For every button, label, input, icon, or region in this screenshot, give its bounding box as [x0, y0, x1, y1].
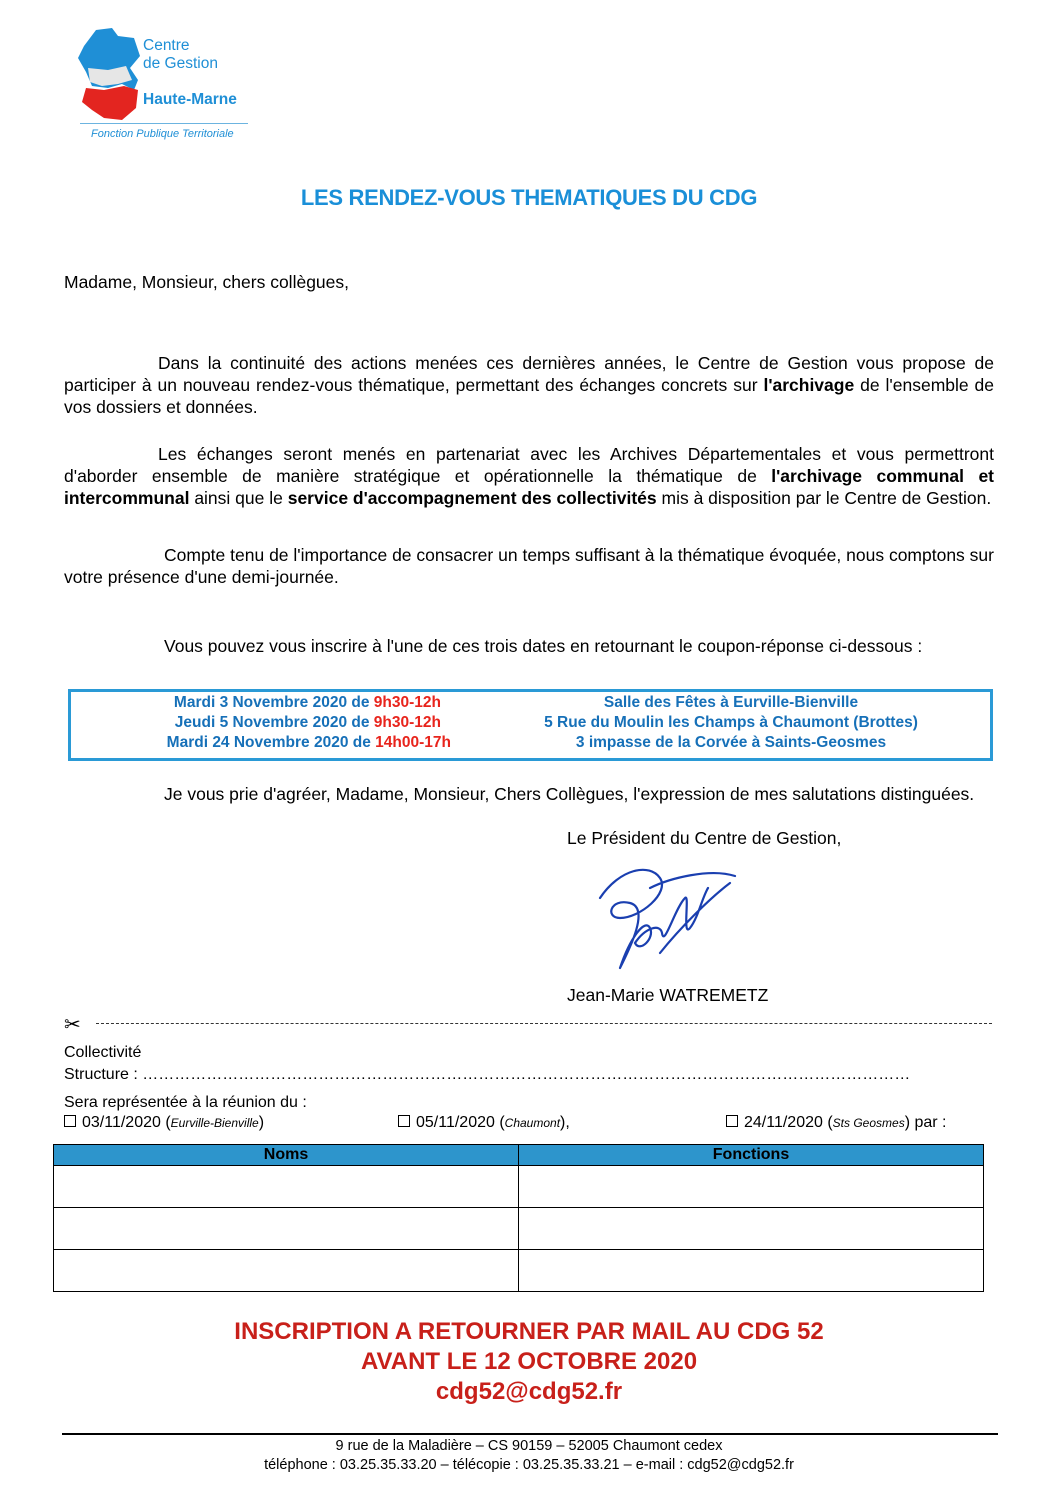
page-title: LES RENDEZ-VOUS THEMATIQUES DU CDG — [300, 185, 758, 210]
col-header-names: Noms — [54, 1145, 519, 1166]
cut-line — [96, 1023, 992, 1024]
dates-box — [68, 689, 993, 761]
date-3: Mardi 24 Novembre 2020 de 14h00-17h — [166, 734, 451, 751]
option-eurville[interactable]: 03/11/2020 (Eurville-Bienville) — [64, 1114, 264, 1132]
collectivite-label: Collectivité — [64, 1044, 142, 1061]
name-cell[interactable] — [54, 1250, 519, 1292]
footer-contact: téléphone : 03.25.35.33.20 – télécopie : 03.25.35.33.21 – e-mail : cdg52@cdg52.fr — [264, 1457, 794, 1473]
function-cell[interactable] — [519, 1208, 984, 1250]
table-row — [54, 1166, 984, 1208]
salutation: Madame, Monsieur, chers collègues, — [64, 272, 349, 292]
paragraph-register: Vous pouvez vous inscrire à l'une de ces trois dates en retournant le coupon-réponse ci-dessous : — [164, 636, 923, 656]
structure-field[interactable]: Structure : ……………………………………………………………………………………………………………………………… — [64, 1066, 911, 1083]
logo-text-haute-marne: Haute-Marne — [143, 91, 237, 108]
signer-name: Jean-Marie WATREMETZ — [567, 985, 769, 1005]
name-cell[interactable] — [54, 1208, 519, 1250]
logo-text-fpt: Fonction Publique Territoriale — [91, 128, 234, 140]
date-2: Jeudi 5 Novembre 2020 de 9h30-12h — [174, 714, 441, 731]
checkbox-eurville[interactable] — [64, 1115, 76, 1127]
scissors-icon: ✂ — [64, 1014, 81, 1036]
represented-label: Sera représentée à la réunion du : — [64, 1094, 307, 1111]
inscription-line1: INSCRIPTION A RETOURNER PAR MAIL AU CDG 52 — [234, 1318, 824, 1345]
signer-role: Le Président du Centre de Gestion, — [567, 828, 842, 848]
paragraph-intro: Dans la continuité des actions menées ces dernières années, le Centre de Gestion vous propose de participer à un nouveau rendez-vous thématique, permettant des échanges concrets sur l'archivage de l'ensemble de vos dossiers et données. — [64, 353, 995, 417]
option-saints-geosmes[interactable]: 24/11/2020 (Sts Geosmes) par : — [726, 1114, 947, 1132]
paragraph-duration: Compte tenu de l'importance de consacrer un temps suffisant à la thématique évoquée, nous comptons sur votre présence d'une demi-journée. — [64, 545, 994, 587]
closing-formula: Je vous prie d'agréer, Madame, Monsieur, Chers Collègues, l'expression de mes salutations distinguées. — [164, 784, 975, 804]
function-cell[interactable] — [519, 1166, 984, 1208]
date-1: Mardi 3 Novembre 2020 de 9h30-12h — [173, 694, 441, 711]
footer-divider — [62, 1433, 998, 1435]
option-chaumont[interactable]: 05/11/2020 (Chaumont), — [398, 1114, 570, 1132]
footer-address: 9 rue de la Maladière – CS 90159 – 52005 Chaumont cedex — [335, 1438, 723, 1454]
place-1: Salle des Fêtes à Eurville-Bienville — [603, 694, 859, 711]
participants-table — [53, 1144, 984, 1292]
table-row — [54, 1208, 984, 1250]
paragraph-partnership: Les échanges seront menés en partenariat avec les Archives Départementales et vous permettront d'aborder ensemble de manière stratégique et opérationnelle la thématique de l'archivage communal et intercommunal ainsi que le service d'accompagnement des collectivités mis à disposition par le Centre de Gestion. — [64, 444, 994, 508]
function-cell[interactable] — [519, 1250, 984, 1292]
inscription-line2: AVANT LE 12 OCTOBRE 2020 — [360, 1348, 698, 1375]
checkbox-chaumont[interactable] — [398, 1115, 410, 1127]
checkbox-saints-geosmes[interactable] — [726, 1115, 738, 1127]
cdg-logo-map-icon — [78, 28, 142, 124]
logo-text-centre: Centre de Gestion — [143, 37, 218, 72]
table-row — [54, 1250, 984, 1292]
logo-divider — [80, 123, 248, 124]
handwritten-signature-icon — [590, 858, 740, 978]
place-3: 3 impasse de la Corvée à Saints-Geosmes — [575, 734, 887, 751]
inscription-email[interactable]: cdg52@cdg52.fr — [435, 1378, 623, 1405]
place-2: 5 Rue du Moulin les Champs à Chaumont (Brottes) — [544, 714, 918, 731]
col-header-functions: Fonctions — [519, 1145, 984, 1166]
name-cell[interactable] — [54, 1166, 519, 1208]
